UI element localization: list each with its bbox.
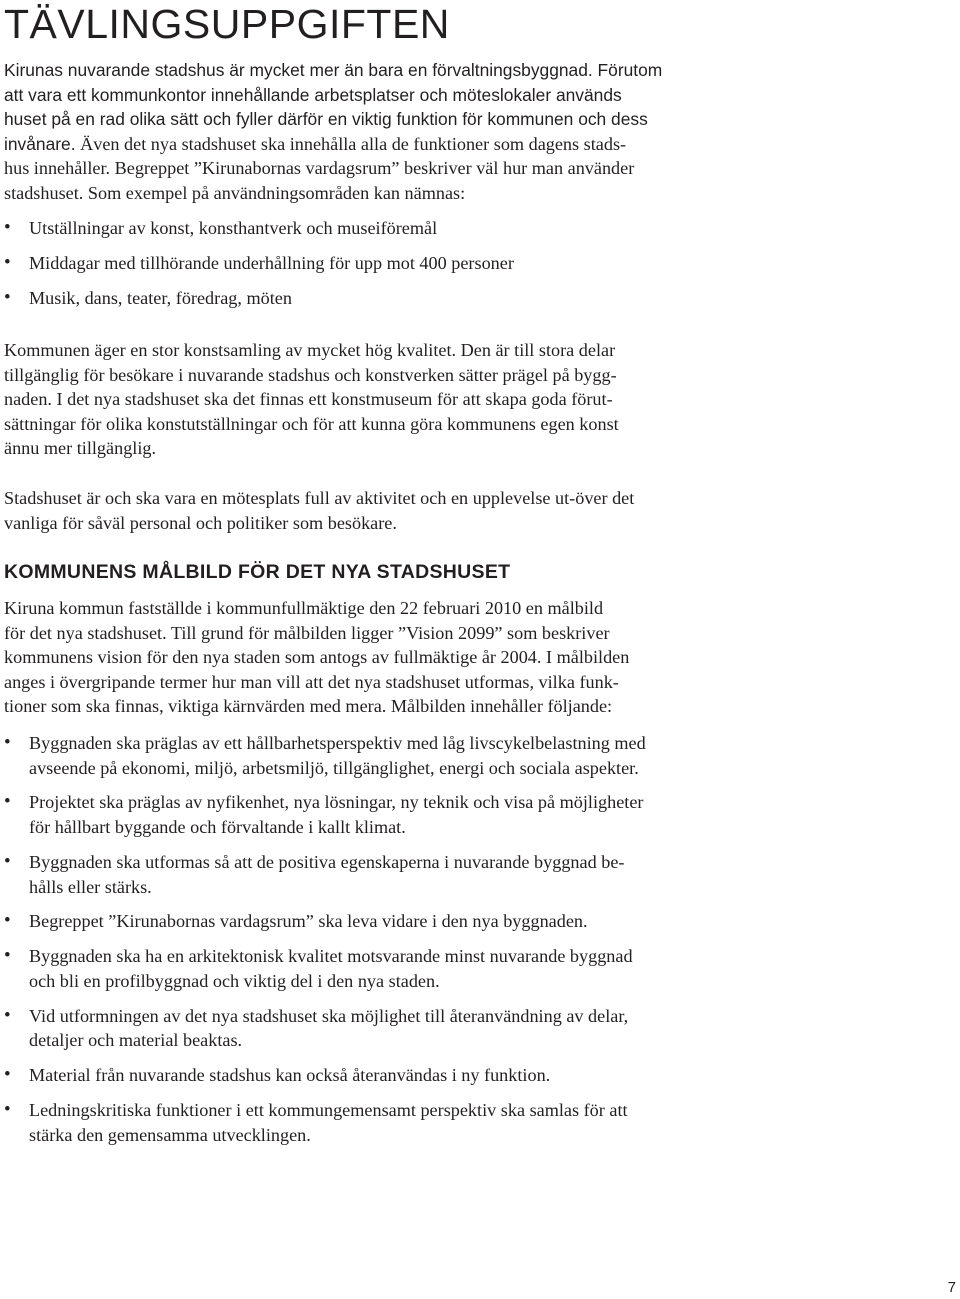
list-item-line: • Projektet ska präglas av nyfikenhet, nya lösningar, ny teknik och visa på möjligheter (29, 792, 644, 813)
list-item (4, 850, 704, 899)
paragraph-line: tioner som ska finnas, viktiga kärnvärden med mera. Målbilden innehåller följande: (4, 696, 613, 717)
list-item-line: stärka den gemensamma utvecklingen. (29, 1124, 311, 1145)
paragraph-line: vanliga för såväl personal och politiker som besökare. (4, 512, 397, 533)
list-item-line: och bli en profilbyggnad och viktig del i den nya staden. (29, 970, 440, 991)
list-item-line: för hållbart byggande och förvaltande i kallt klimat. (29, 817, 406, 838)
intro-line: att vara ett kommunkontor innehållande arbetsplatser och möteslokaler används (4, 84, 622, 105)
list-item: • Musik, dans, teater, föredrag, möten (4, 286, 704, 311)
intro-line: huset på en rad olika sätt och fyller därför en viktig funktion för kommunen och dess (4, 109, 648, 130)
list-item (4, 790, 704, 839)
art-paragraph (4, 338, 704, 461)
list-item-line: avseende på ekonomi, miljö, arbetsmiljö, tillgänglighet, energi och sociala aspekter. (29, 757, 639, 778)
list-item (4, 1004, 704, 1053)
intro-line: Kirunas nuvarande stadshus är mycket mer än bara en förvaltningsbyggnad. Förutom (4, 60, 663, 80)
list-item-line: • Byggnaden ska ha en arkitektonisk kvalitet motsvarande minst nuvarande byggnad (29, 946, 633, 967)
page-title: TÄVLINGSUPPGIFTEN (4, 1, 450, 47)
intro-line: stadshuset. Som exempel på användningsområden kan nämnas: (4, 182, 466, 203)
list-item (4, 731, 704, 780)
paragraph-line: sättningar för olika konstutställningar och för att kunna göra kommunens egen konst (4, 413, 619, 434)
paragraph-line: för det nya stadshuset. Till grund för målbilden ligger ”Vision 2099” som beskriver (4, 622, 610, 643)
list-item-line: • Ledningskritiska funktioner i ett kommungemensamt perspektiv ska samlas för att (29, 1100, 628, 1121)
list-item (4, 1098, 704, 1147)
paragraph-line: anges i övergripande termer hur man vill att det nya stadshuset utformas, vilka funk- (4, 671, 619, 692)
intro-line: invånare. (4, 133, 76, 154)
paragraph-line: Kommunen äger en stor konstsamling av mycket hög kvalitet. Den är till stora delar (4, 340, 616, 360)
list-item-line: hålls eller stärks. (29, 876, 152, 897)
list-item-line: • Begreppet ”Kirunabornas vardagsrum” ska leva vidare i den nya byggnaden. (29, 911, 588, 932)
list-item-line: • Byggnaden ska utformas så att de positiva egenskaperna i nuvarande byggnad be- (29, 851, 625, 872)
paragraph-line: naden. I det nya stadshuset ska det finnas ett konstmuseum för att skapa goda förut- (4, 389, 613, 410)
list-item-line: • Material från nuvarande stadshus kan också återanvändas i ny funktion. (29, 1065, 551, 1086)
paragraph-line: ännu mer tillgänglig. (4, 438, 157, 459)
section-heading: KOMMUNENS MÅLBILD FÖR DET NYA STADSHUSET (4, 561, 511, 583)
intro-line: Även det nya stadshuset ska innehålla alla de funktioner som dagens stads- (75, 133, 627, 154)
list-item (4, 909, 704, 934)
list-item (4, 944, 704, 993)
paragraph-line: kommunens vision för den nya staden som antogs av fullmäktige år 2004. I målbilden (4, 647, 630, 668)
list-item: • Utställningar av konst, konsthantverk och museiföremål (4, 216, 704, 241)
paragraph-line: tillgänglig för besökare i nuvarande stadshus och konstverken sätter prägel på bygg- (4, 364, 617, 385)
list-item-line: • Byggnaden ska präglas av ett hållbarhetsperspektiv med låg livscykelbelastning med (29, 733, 646, 753)
list-item (4, 1063, 704, 1088)
page-number: 7 (947, 1279, 956, 1296)
list-item: • Middagar med tillhörande underhållning för upp mot 400 personer (4, 251, 704, 276)
goal-list (4, 731, 704, 1158)
intro-line-mixed (4, 132, 704, 157)
paragraph-line: Kiruna kommun fastställde i kommunfullmäktige den 22 februari 2010 en målbild (4, 598, 604, 618)
intro-paragraph (4, 58, 704, 206)
intro-line: hus innehåller. Begreppet ”Kirunabornas vardagsrum” beskriver väl hur man använder (4, 158, 635, 179)
list-item-line: detaljer och material beaktas. (29, 1030, 243, 1051)
goal-paragraph (4, 596, 704, 719)
usage-list (4, 216, 704, 321)
meeting-paragraph (4, 486, 704, 535)
list-item-line: • Vid utformningen av det nya stadshuset ska möjlighet till återanvändning av delar, (29, 1005, 629, 1026)
paragraph-line: Stadshuset är och ska vara en mötesplats full av aktivitet och en upplevelse ut-över det (4, 488, 635, 508)
